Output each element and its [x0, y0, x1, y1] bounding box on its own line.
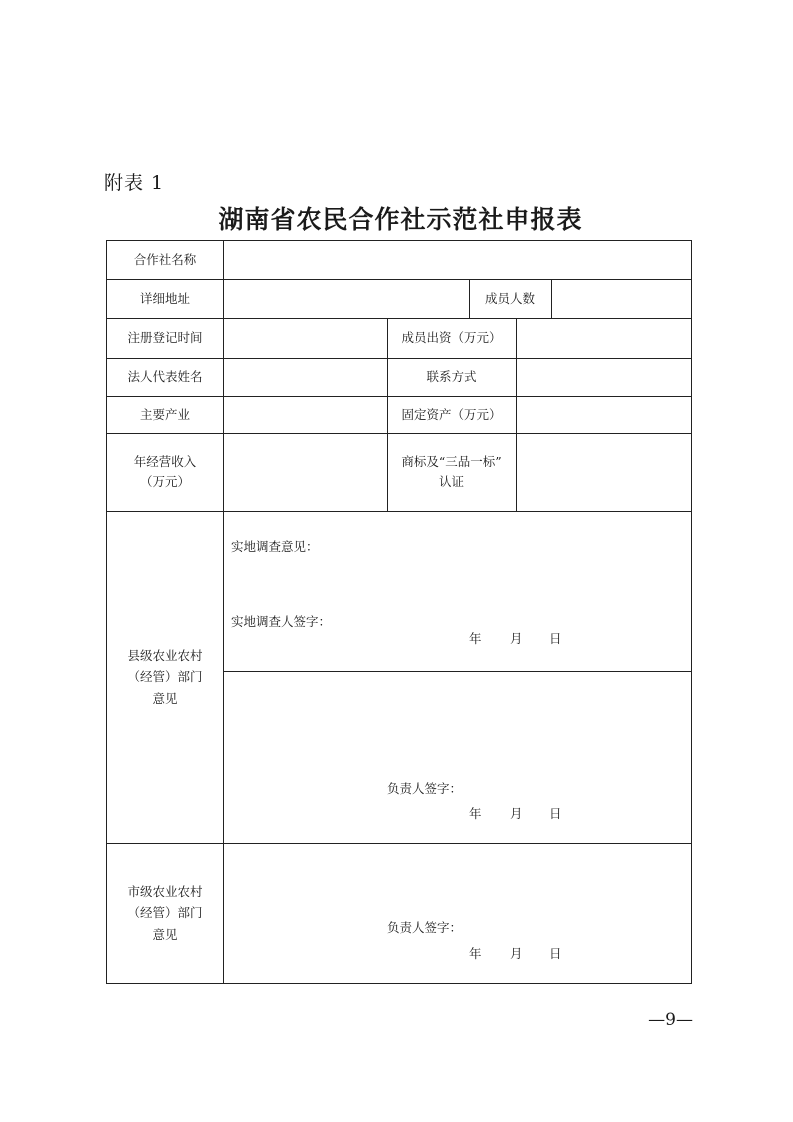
county-responsible-area[interactable]: [224, 672, 691, 843]
county-responsible-signature-label: 负责人签字：: [387, 781, 463, 796]
annual-income-label: [107, 433, 223, 511]
date-month: 月: [510, 806, 523, 821]
date-day: 日: [549, 631, 562, 646]
main-industry-field[interactable]: [224, 396, 387, 433]
members-label: 成员人数: [484, 290, 535, 306]
field-survey-opinion-area[interactable]: [224, 511, 691, 671]
county-label-line3: 意见: [152, 690, 178, 706]
page-number: —9—: [648, 1010, 693, 1030]
fixed-assets-label: 固定资产（万元）: [401, 406, 502, 422]
registration-time-label: 注册登记时间: [127, 330, 203, 345]
coop-name-field[interactable]: [224, 241, 691, 279]
county-label-line2: （经管）部门: [127, 669, 203, 685]
main-industry-label: 主要产业: [139, 406, 190, 422]
date-month: 月: [510, 631, 523, 646]
city-responsible-signature-label: 负责人签字：: [387, 920, 463, 935]
attachment-label: 附表 1: [104, 172, 165, 194]
member-capital-label: 成员出资（万元）: [401, 330, 502, 345]
city-label-line2: （经管）部门: [127, 905, 203, 921]
application-form-table: [106, 240, 692, 984]
city-responsible-area[interactable]: [224, 844, 691, 983]
fixed-assets-field[interactable]: [517, 396, 691, 433]
date-year: 年: [469, 806, 482, 821]
form-title: 湖南省农民合作社示范社申报表: [218, 205, 583, 234]
address-field[interactable]: [224, 279, 469, 318]
registration-time-field[interactable]: [224, 318, 387, 358]
city-label-line3: 意见: [152, 926, 178, 942]
contact-field[interactable]: [517, 358, 691, 396]
trademark-label: [387, 433, 516, 511]
trademark-label-line2: 认证: [438, 474, 464, 489]
coop-name-label: 合作社名称: [133, 252, 197, 267]
annual-income-label-line1: 年经营收入: [133, 454, 197, 469]
annual-income-label-line2: （万元）: [139, 474, 190, 489]
city-opinion-label: [107, 843, 223, 983]
contact-label: 联系方式: [426, 369, 477, 384]
annual-income-field[interactable]: [224, 433, 387, 511]
date-month: 月: [510, 946, 523, 961]
date-year: 年: [469, 946, 482, 961]
trademark-field[interactable]: [517, 433, 691, 511]
legal-rep-label: 法人代表姓名: [127, 369, 203, 384]
address-label: 详细地址: [139, 290, 190, 306]
date-day: 日: [549, 946, 562, 961]
members-field[interactable]: [552, 279, 691, 318]
county-label-line1: 县级农业农村: [127, 648, 203, 664]
member-capital-field[interactable]: [517, 318, 691, 358]
city-label-line1: 市级农业农村: [127, 884, 203, 900]
field-survey-signature-label: 实地调查人签字：: [231, 614, 332, 629]
county-opinion-label: [107, 511, 223, 843]
trademark-label-line1: 商标及“三品一标”: [401, 454, 502, 469]
field-survey-opinion-label: 实地调查意见：: [231, 539, 319, 554]
legal-rep-field[interactable]: [224, 358, 387, 396]
date-year: 年: [469, 631, 482, 646]
date-day: 日: [549, 806, 562, 821]
